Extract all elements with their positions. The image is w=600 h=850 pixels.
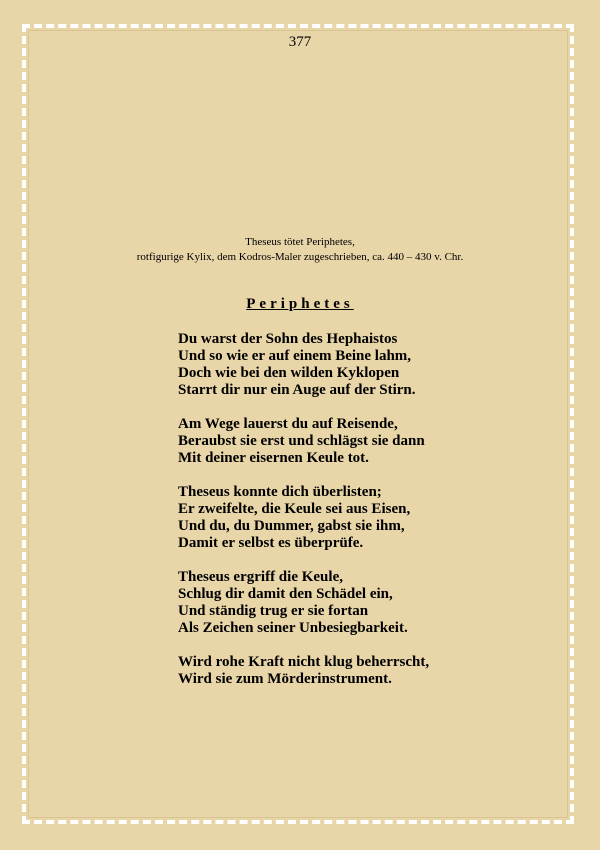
poem-line: Mit deiner eisernen Keule tot. bbox=[178, 450, 369, 466]
image-caption bbox=[0, 235, 600, 265]
poem-body bbox=[178, 331, 578, 705]
stanza-2 bbox=[178, 416, 578, 467]
page-number: 377 bbox=[288, 34, 312, 50]
poem-line: Beraubst sie erst und schlägst sie dann bbox=[178, 433, 425, 449]
poem-line: Doch wie bei den wilden Kyklopen bbox=[178, 365, 400, 381]
caption-line-1: Theseus tötet Periphetes, bbox=[245, 236, 355, 248]
poem-line: Als Zeichen seiner Unbesiegbarkeit. bbox=[178, 620, 408, 636]
stanza-5 bbox=[178, 654, 578, 688]
poem-line: Theseus ergriff die Keule, bbox=[178, 569, 343, 585]
poem-line: Wird rohe Kraft nicht klug beherrscht, bbox=[178, 654, 430, 670]
poem-line: Am Wege lauerst du auf Reisende, bbox=[178, 416, 398, 432]
stanza-3 bbox=[178, 484, 578, 552]
poem-line: Und ständig trug er sie fortan bbox=[178, 603, 369, 619]
poem-line: Du warst der Sohn des Hephaistos bbox=[178, 331, 398, 347]
poem-line: Theseus konnte dich überlisten; bbox=[178, 484, 382, 500]
poem-line: Wird sie zum Mörderinstrument. bbox=[178, 671, 392, 687]
poem-line: Starrt dir nur ein Auge auf der Stirn. bbox=[178, 382, 416, 398]
stanza-1 bbox=[178, 331, 578, 399]
caption-line-2: rotfigurige Kylix, dem Kodros-Maler zugeschrieben, ca. 440 – 430 v. Chr. bbox=[136, 251, 464, 263]
poem-line: Er zweifelte, die Keule sei aus Eisen, bbox=[178, 501, 411, 517]
poem-line: Damit er selbst es überprüfe. bbox=[178, 535, 364, 551]
stanza-4 bbox=[178, 569, 578, 637]
poem-line: Und so wie er auf einem Beine lahm, bbox=[178, 348, 412, 364]
poem-line: Und du, du Dummer, gabst sie ihm, bbox=[178, 518, 405, 534]
poem-title: Periphetes bbox=[246, 296, 354, 312]
poem-line: Schlug dir damit den Schädel ein, bbox=[178, 586, 393, 602]
